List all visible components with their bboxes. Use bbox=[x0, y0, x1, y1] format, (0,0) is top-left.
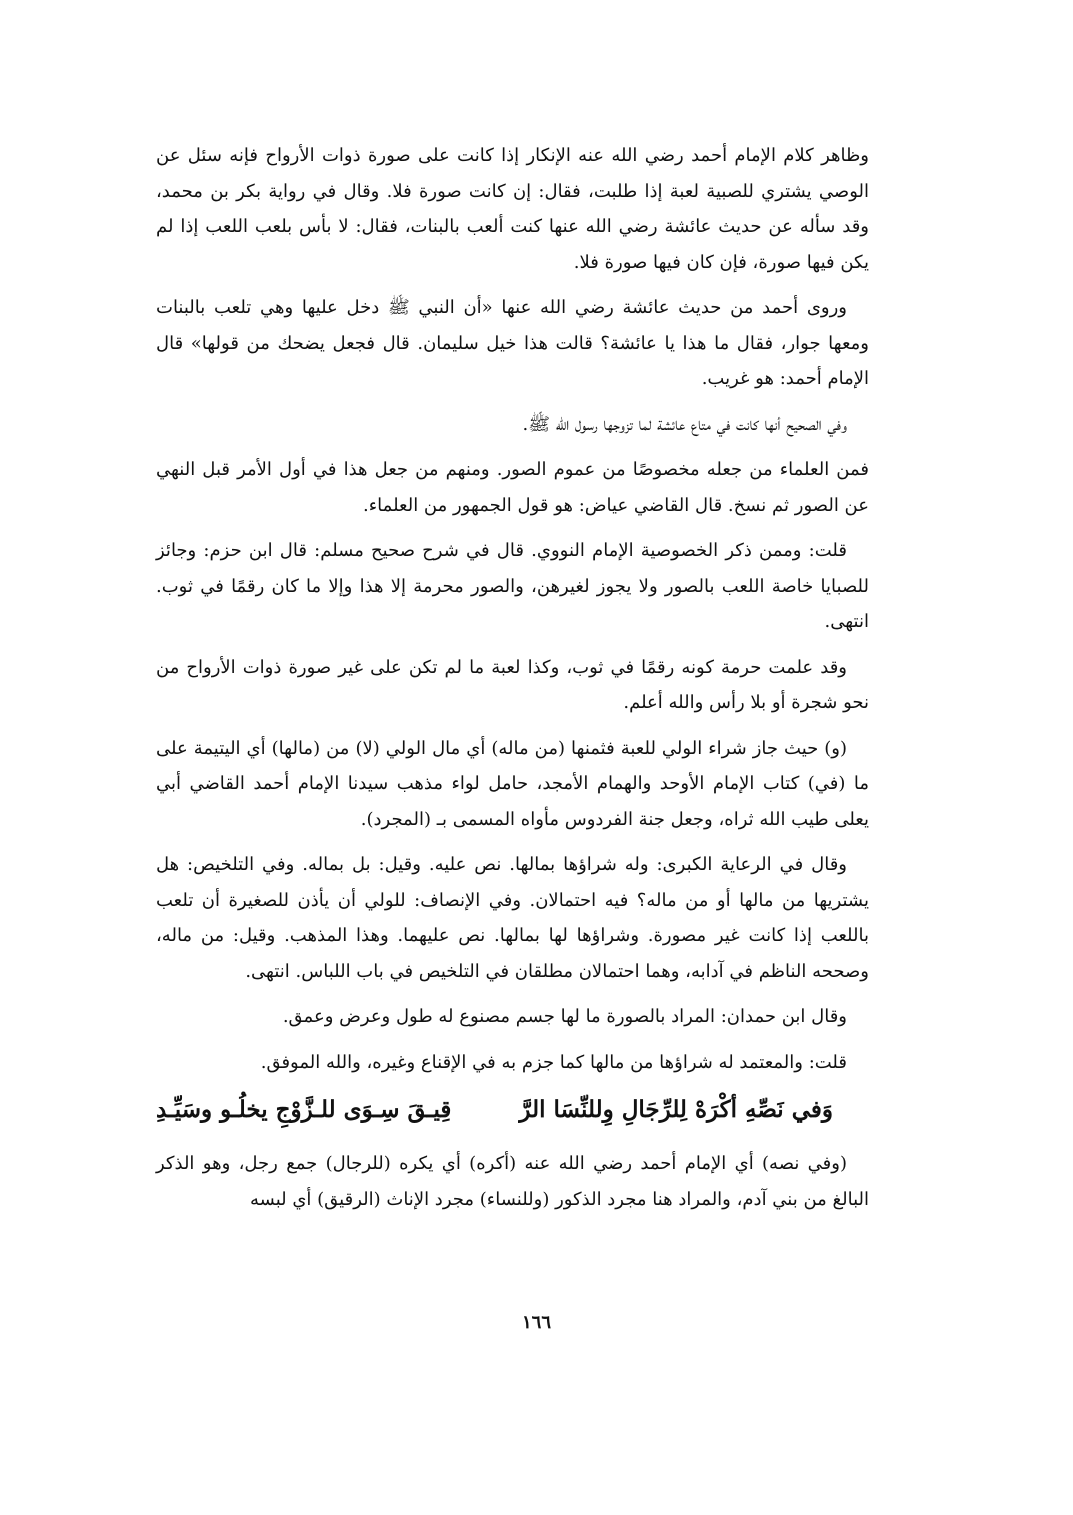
commentary-paragraph: (وفي نصه) أي الإمام أحمد رضي الله عنه (أكره) أي يكره (للرجال) جمع رجل، وهو الذكر البالغ من بني آدم، والمراد هنا مجرد الذكور (وللنساء) مجرد الإناث (الرقيق) أي لبسه bbox=[156, 1153, 869, 1210]
paragraph-3: وفي الصحيح أنها كانت في متاع عائشة لما تزوجها رسول الله ﷺ. bbox=[522, 413, 847, 435]
paragraph-1: وظاهر كلام الإمام أحمد رضي الله عنه الإنكار إذا كانت على صورة ذوات الأرواح فإنه سئل عن الوصي يشتري للصبية لعبة إذا طلبت، فقال: إن كانت صورة فلا. وقال في رواية بكر بن محمد، وقد سأله عن حديث عائشة رضي الله عنها كنت ألعب بالبنات، فقال: لا بأس بلعب اللعب إذا لم يكن فيها صورة، فإن كان فيها صورة فلا. bbox=[156, 145, 869, 273]
poem-second-hemistich: قِيـقَ سِـوَى للـزَّوْجِ يخلُـو وسَيِّـدِ bbox=[156, 1096, 452, 1123]
paragraph-9: وقال ابن حمدان: المراد بالصورة ما لها جسم مصنوع له طول وعرض وعمق. bbox=[282, 1006, 847, 1027]
paragraph-8: وقال في الرعاية الكبرى: وله شراؤها بمالها. نص عليه. وقيل: بل بماله. وفي التلخيص: هل يشتريها من مالها أو من ماله؟ فيه احتمالان. وفي الإنصاف: للولي أن يأذن للصغيرة أن تلعب باللعب إذا كانت غير مصورة. وشراؤها لها بمالها. نص عليهما. وهذا المذهب. وقيل: من ماله، وصححه الناظم في آدابه، وهما احتمالان مطلقان في التلخيص في باب اللباس. انتهى. bbox=[156, 854, 869, 982]
paragraph-10: قلت: والمعتمد له شراؤها من مالها كما جزم به في الإقناع وغيره، والله الموفق. bbox=[260, 1051, 847, 1073]
page-number: ١٦٦ bbox=[521, 1312, 551, 1333]
paragraph-6: وقد علمت حرمة كونه رقمًا في ثوب، وكذا لعبة ما لم تكن على غير صورة ذوات الأرواح من نحو شجرة أو بلا رأس والله أعلم. bbox=[156, 656, 869, 713]
paragraph-7: (و) حيث جاز شراء الولي للعبة فثمنها (من ماله) أي مال الولي (لا) من (مالها) أي اليتيمة على ما (في) كتاب الإمام الأوحد والهمام الأمجد، حامل لواء مذهب سيدنا الإمام أحمد القاضي أبي يعلى طيب الله ثراه، وجعل جنة الفردوس مأواه المسمى بـ (المجرد). bbox=[156, 737, 869, 830]
paragraph-2: وروى أحمد من حديث عائشة رضي الله عنها «أن النبي ﷺ دخل عليها وهي تلعب بالبنات ومعها جوار، فقال ما هذا يا عائشة؟ قالت هذا خيل سليمان. قال فجعل يضحك من قولها» قال الإمام أحمد: هو غريب. bbox=[156, 297, 869, 389]
paragraph-4: فمن العلماء من جعله مخصوصًا من عموم الصور. ومنهم من جعل هذا في أول الأمر قبل النهي عن الصور ثم نسخ. قال القاضي عياض: هو قول الجمهور من العلماء. bbox=[156, 459, 869, 516]
poem-verse bbox=[156, 1090, 833, 1128]
paragraph-5: قلت: وممن ذكر الخصوصية الإمام النووي. قال في شرح صحيح مسلم: قال ابن حزم: وجائز للصبايا خاصة اللعب بالصور ولا يجوز لغيرهن، والصور محرمة إلا هذا وإلا ما كان رقمًا في ثوب. انتهى. bbox=[156, 540, 869, 632]
poem-first-hemistich: وَفي نَصِّهِ أكْرَهْ لِلرِّجَالِ وِللنِّسَا الرَّ bbox=[519, 1096, 833, 1123]
